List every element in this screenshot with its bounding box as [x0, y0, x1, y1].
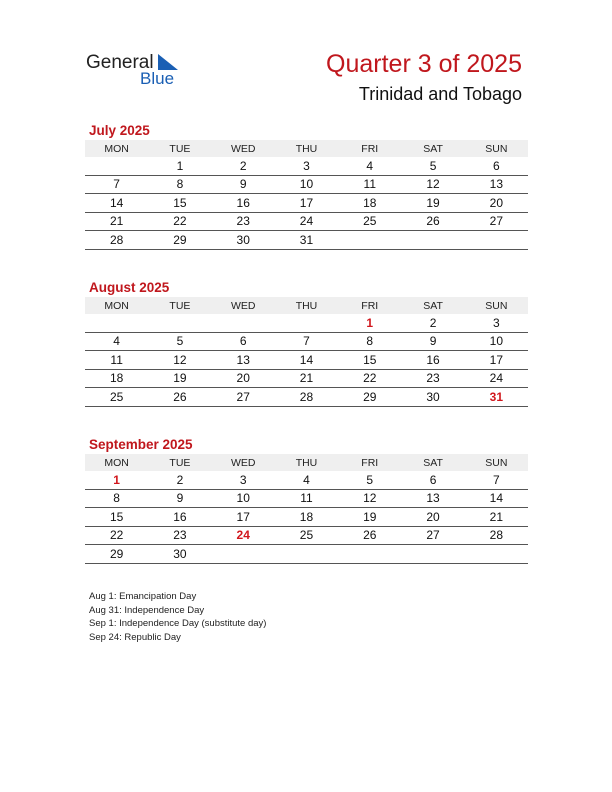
day-cell: 30 [236, 232, 250, 247]
day-cell: 6 [239, 334, 247, 349]
day-cell: 14 [109, 195, 124, 210]
day-cell: 25 [299, 528, 314, 543]
day-cell: 7 [492, 472, 500, 487]
day-cell: 24 [489, 371, 503, 386]
day-cell: 4 [303, 472, 310, 487]
day-cell: 28 [489, 528, 503, 543]
day-cell: 19 [173, 371, 187, 386]
day-cell: 19 [426, 195, 440, 210]
day-cell: 11 [110, 352, 123, 367]
holiday-notes [89, 590, 266, 644]
holiday-day-cell: 1 [366, 315, 374, 330]
day-cell: 10 [489, 334, 503, 349]
day-cell: 6 [492, 158, 500, 173]
day-cell: 17 [489, 352, 503, 367]
country-name: Trinidad and Tobago [358, 84, 522, 104]
day-cell: 13 [489, 177, 503, 192]
weekday-header: FRI [361, 299, 379, 312]
weekday-header: THU [295, 142, 318, 155]
day-cell: 23 [173, 528, 187, 543]
day-cell: 29 [173, 232, 187, 247]
day-cell: 30 [426, 389, 440, 404]
weekday-header: MON [104, 142, 129, 155]
weekday-header: WED [230, 142, 256, 155]
day-cell: 8 [176, 177, 184, 192]
day-cell: 15 [363, 352, 377, 367]
day-cell: 27 [236, 389, 250, 404]
day-cell: 17 [236, 509, 250, 524]
day-cell: 21 [489, 509, 503, 524]
day-cell: 3 [303, 158, 310, 173]
day-cell: 9 [239, 177, 247, 192]
day-cell: 20 [236, 371, 250, 386]
day-cell: 5 [429, 158, 437, 173]
day-cell: 26 [363, 528, 377, 543]
day-cell: 26 [426, 214, 440, 229]
day-cell: 2 [239, 158, 247, 173]
week-row [85, 194, 528, 213]
day-cell: 13 [236, 352, 250, 367]
day-cell: 3 [492, 315, 500, 330]
day-cell: 12 [363, 491, 377, 506]
day-cell: 22 [173, 214, 187, 229]
weekday-header: SUN [485, 456, 508, 469]
day-cell: 24 [299, 214, 314, 229]
weekday-header-row [85, 297, 528, 314]
weeks [85, 471, 528, 564]
day-cell: 14 [299, 352, 314, 367]
day-cell: 18 [363, 195, 377, 210]
holiday-day-cell: 24 [236, 528, 250, 543]
weekday-header: WED [230, 456, 256, 469]
logo-text-blue: Blue [140, 69, 175, 88]
day-cell: 7 [113, 177, 120, 192]
day-cell: 12 [173, 352, 187, 367]
week-row [85, 545, 528, 564]
week-row [85, 388, 528, 407]
weekday-header-row [85, 140, 528, 157]
day-cell: 23 [426, 371, 440, 386]
week-row [85, 333, 528, 352]
week-row [85, 157, 528, 176]
holiday-day-cell: 1 [113, 472, 120, 487]
day-cell: 22 [363, 371, 377, 386]
logo-triangle-icon [158, 54, 180, 70]
day-cell: 28 [109, 232, 124, 247]
day-cell: 28 [299, 389, 314, 404]
week-row [85, 471, 528, 490]
day-cell: 21 [109, 214, 124, 229]
day-cell: 5 [366, 472, 374, 487]
weeks [85, 314, 528, 407]
day-cell: 10 [299, 177, 314, 192]
day-cell: 23 [236, 214, 250, 229]
month-title: September 2025 [89, 437, 193, 452]
month-block-august [85, 279, 528, 407]
weeks [85, 157, 528, 250]
day-cell: 12 [426, 177, 440, 192]
day-cell: 2 [429, 315, 437, 330]
day-cell: 16 [236, 195, 250, 210]
day-cell: 22 [109, 528, 124, 543]
weekday-header-row [85, 454, 528, 471]
weekday-header: SUN [485, 142, 508, 155]
week-row [85, 213, 528, 232]
day-cell: 25 [109, 389, 124, 404]
holiday-note: Sep 24: Republic Day [89, 631, 181, 643]
day-cell: 27 [426, 528, 440, 543]
holiday-note: Sep 1: Independence Day (substitute day) [89, 618, 267, 629]
weekday-header: TUE [169, 142, 191, 155]
logo-text-general: General [86, 52, 154, 73]
week-row [85, 231, 528, 250]
day-cell: 10 [236, 491, 250, 506]
holiday-note: Aug 1: Emancipation Day [89, 591, 197, 602]
page-title: Quarter 3 of 2025 [326, 50, 522, 78]
day-cell: 11 [300, 491, 313, 506]
day-cell: 4 [113, 334, 120, 349]
day-cell: 15 [109, 509, 124, 524]
day-cell: 5 [176, 334, 184, 349]
day-cell: 3 [239, 472, 247, 487]
weekday-header: TUE [169, 299, 191, 312]
day-cell: 14 [489, 491, 503, 506]
day-cell: 16 [173, 509, 187, 524]
day-cell: 18 [109, 371, 124, 386]
month-title: August 2025 [89, 280, 170, 295]
weekday-header: SAT [423, 456, 443, 469]
day-cell: 20 [489, 195, 503, 210]
day-cell: 9 [176, 491, 184, 506]
week-row [85, 527, 528, 546]
day-cell: 6 [429, 472, 437, 487]
day-cell: 25 [363, 214, 377, 229]
weekday-header: THU [295, 299, 318, 312]
month-block-september [85, 436, 528, 564]
day-cell: 19 [363, 509, 377, 524]
day-cell: 18 [299, 509, 314, 524]
week-row [85, 370, 528, 389]
week-row [85, 314, 528, 333]
day-cell: 7 [303, 334, 310, 349]
day-cell: 15 [173, 195, 187, 210]
week-row [85, 490, 528, 509]
day-cell: 17 [299, 195, 314, 210]
week-row [85, 351, 528, 370]
day-cell: 13 [426, 491, 440, 506]
holiday-day-cell: 31 [489, 389, 503, 404]
day-cell: 9 [429, 334, 437, 349]
weekday-header: SAT [423, 299, 443, 312]
weekday-header: THU [295, 456, 318, 469]
weekday-header: TUE [169, 456, 191, 469]
day-cell: 30 [173, 546, 187, 561]
day-cell: 21 [299, 371, 314, 386]
day-cell: 26 [173, 389, 187, 404]
weekday-header: SAT [423, 142, 443, 155]
generalblue-logo [86, 52, 196, 92]
weekday-header: FRI [361, 456, 379, 469]
weekday-header: SUN [485, 299, 508, 312]
weekday-header: MON [104, 456, 129, 469]
weekday-header: FRI [361, 142, 379, 155]
day-cell: 27 [489, 214, 503, 229]
day-cell: 2 [176, 472, 184, 487]
week-row [85, 508, 528, 527]
day-cell: 29 [109, 546, 124, 561]
weekday-header: WED [230, 299, 256, 312]
day-cell: 11 [363, 177, 376, 192]
day-cell: 4 [366, 158, 374, 173]
day-cell: 8 [113, 491, 120, 506]
month-block-july [85, 122, 528, 250]
day-cell: 16 [426, 352, 440, 367]
weekday-header: MON [104, 299, 129, 312]
month-title: July 2025 [89, 123, 150, 138]
week-row [85, 176, 528, 195]
day-cell: 31 [299, 232, 314, 247]
day-cell: 29 [363, 389, 377, 404]
day-cell: 1 [176, 158, 184, 173]
day-cell: 20 [426, 509, 440, 524]
day-cell: 8 [366, 334, 374, 349]
holiday-note: Aug 31: Independence Day [89, 604, 205, 616]
